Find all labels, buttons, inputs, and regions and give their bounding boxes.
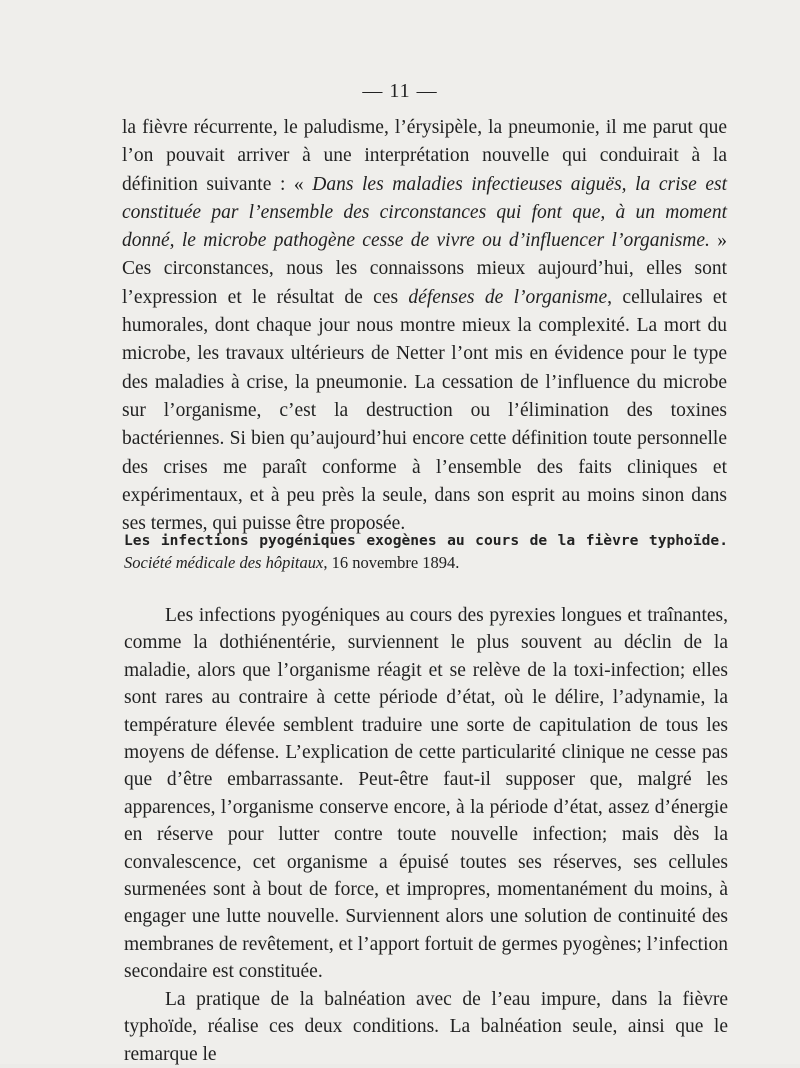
section-heading (124, 529, 728, 574)
section-venue: Société médicale des hôpitaux (124, 553, 324, 572)
section-body (124, 602, 728, 1068)
section-title: Les infections pyogéniques exogènes au cours de la fièvre typhoïde. (124, 532, 728, 549)
body-paragraph: Les infections pyogéniques au cours des pyrexies longues et traînantes, comme la dothiénentérie, surviennent le plus souvent au déclin de la maladie, alors que l’organisme réagit et se relève de la toxi-infection; elles sont rares au contraire à cette période d’état, où le délire, l’adynamie, la température élevée semblent traduire une sorte de capitulation de tous les moyens de défense. L’explication de cette particularité clinique ne cesse pas que d’être embarrassante. Peut-être faut-il supposer que, malgré les apparences, l’organisme conserve encore, à la période d’état, assez d’énergie en réserve pour lutter contre toute nouvelle infection; mais dès la convalescence, cet organisme a épuisé toutes ses réserves, ses cellules surmenées sont à bout de force, et impropres, momentanément du moins, à engager une lutte nouvelle. Surviennent alors une solution de continuité des membranes de revêtement, et l’apport fortuit de germes pyogènes; l’infection secondaire est constituée. (124, 605, 728, 983)
section-date: , 16 novembre 1894. (323, 553, 460, 572)
paragraph-text: » Ces circonstances, nous les connaissons mieux aujourd’hui, elles sont l’expression et le résultat de ces (122, 230, 727, 308)
paragraph-text: la fièvre récurrente, le paludisme, l’érysipèle, la pneumonie, il me parut que l’on pouvait arriver à une interprétation nouvelle qui conduirait à la définition suivante : « (122, 117, 727, 195)
paragraph-text: , cellulaires et humorales, dont chaque jour nous montre mieux la complexité. La mort du microbe, les travaux ultérieurs de Netter l’ont mis en évidence pour le type des maladies à crise, la pneumonie. La cessation de l’influence du microbe sur l’organisme, c’est la destruction ou l’élimination des toxines bactériennes. Si bien qu’aujourd’hui encore cette définition toute personnelle des crises me paraît conforme à l’ensemble des faits cliniques et expérimentaux, et à peu près la seule, dans son esprit au moins sinon dans ses termes, qui puisse être proposée. (122, 286, 727, 535)
opening-paragraph (122, 114, 727, 538)
italic-phrase: défenses de l’organisme (408, 286, 608, 308)
body-paragraph: La pratique de la balnéation avec de l’eau impure, dans la fièvre typhoïde, réalise ces deux conditions. La balnéation seule, ainsi que le remarque le (124, 988, 728, 1065)
page-number: — 11 — (362, 80, 438, 102)
crisis-definition-quote: Dans les maladies infectieuses aiguës, la crise est constituée par l’ensemble des circonstances qui font que, à un moment donné, le microbe pathogène cesse de vivre ou d’influencer l’organisme. (122, 173, 727, 252)
